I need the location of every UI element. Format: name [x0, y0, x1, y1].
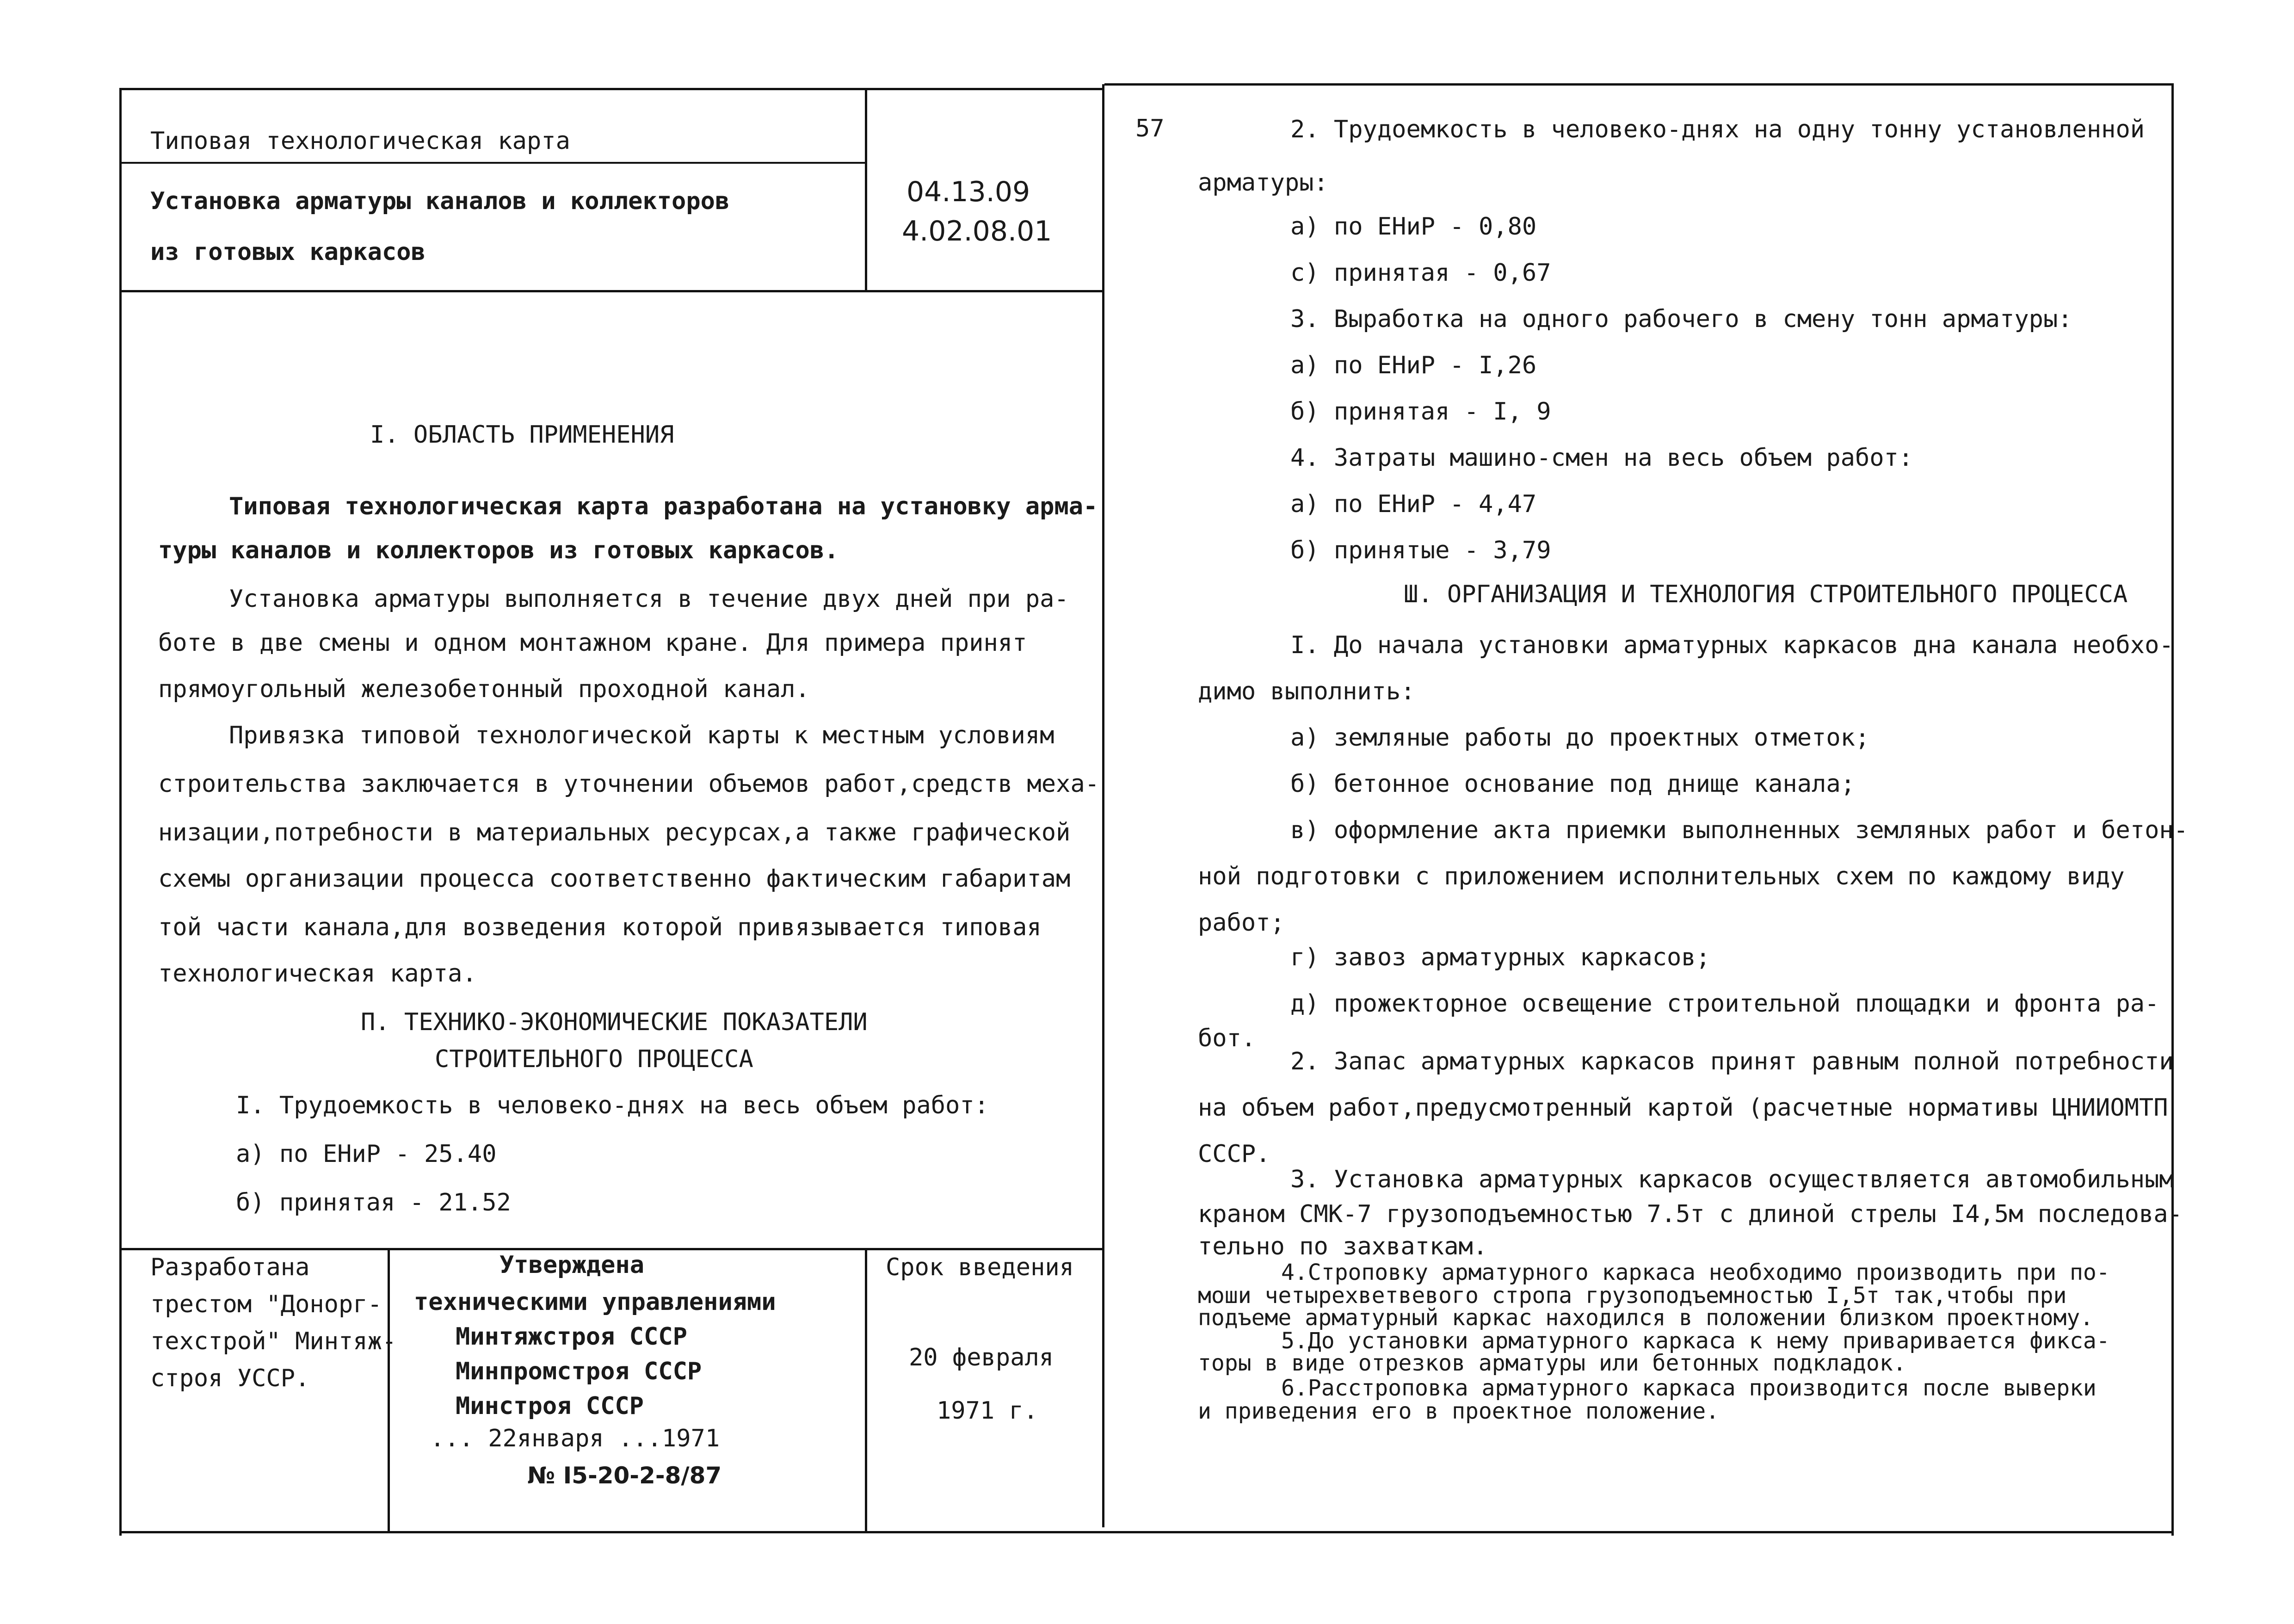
footer-divider-1 — [388, 1248, 390, 1531]
section2-item2-line1: 2. Трудоемкость в человеко-днях на одну тонну установленной — [1290, 116, 2145, 143]
section3-p4-line3: подъеме арматурный каркас находился в положении близком проектному. — [1198, 1305, 2094, 1331]
card-type-title: Типовая технологическая карта — [150, 127, 570, 155]
approved-date: ... 22января ...1971 — [430, 1425, 720, 1452]
section1-p1-line2: туры каналов и коллекторов из готовых каркасов. — [158, 537, 839, 564]
approved-line5: Минстроя СССР — [456, 1392, 644, 1420]
section3-p6-line1: 6.Расстроповка арматурного каркаса производится после выверки — [1281, 1375, 2097, 1401]
header-row-divider — [119, 162, 866, 164]
section3-p6-line2: и приведения его в проектное положение. — [1198, 1398, 1720, 1424]
section3-p1e-line2: бот. — [1198, 1025, 1256, 1052]
approved-line2: техническими управлениями — [414, 1288, 776, 1316]
section3-p1c-line1: в) оформление акта приемки выполненных земляных работ и бетон- — [1290, 816, 2189, 844]
section2-heading-line1: П. ТЕХНИКО-ЭКОНОМИЧЕСКИЕ ПОКАЗАТЕЛИ — [361, 1008, 868, 1036]
term-date: 20 февраля — [909, 1344, 1054, 1371]
frame-right — [2171, 83, 2174, 1536]
section3-p5-line2: торы в виде отрезков арматуры или бетонных подкладок. — [1198, 1350, 1906, 1376]
section3-p1c-line2: ной подготовки с приложением исполнительных схем по каждому виду — [1198, 863, 2125, 890]
card-code-1: 04.13.09 — [906, 176, 1030, 208]
approved-line1: Утверждена — [500, 1251, 645, 1279]
section1-p2-line1: Установка арматуры выполняется в течение двух дней при ра- — [229, 585, 1069, 613]
section3-p2-line1: 2. Запас арматурных каркасов принят равным полной потребности — [1290, 1048, 2174, 1075]
frame-divider-vertical — [1102, 84, 1104, 1527]
section1-p3-line4: схемы организации процесса соответственно фактическим габаритам — [158, 865, 1071, 893]
section2-item4b: б) принятые - 3,79 — [1290, 537, 1551, 564]
section2-item2a: а) по ЕНиР - 0,80 — [1290, 213, 1537, 241]
section3-p1-line2: димо выполнить: — [1198, 678, 1415, 705]
section1-p3-line1: Привязка типовой технологической карты к местным условиям — [229, 722, 1054, 749]
section1-p3-line6: технологическая карта. — [158, 960, 477, 988]
header-code-divider — [865, 88, 867, 291]
footer-top — [119, 1248, 1104, 1250]
section3-p3-line3: тельно по захваткам. — [1198, 1233, 1488, 1260]
section3-p1b: б) бетонное основание под днище канала; — [1290, 770, 1855, 798]
section2-item1a: а) по ЕНиР - 25.40 — [236, 1140, 497, 1168]
section3-p3-line1: 3. Установка арматурных каркасов осуществляется автомобильным — [1290, 1166, 2174, 1193]
section1-p2-line3: прямоугольный железобетонный проходной канал. — [158, 675, 810, 703]
section3-p1-line1: I. До начала установки арматурных каркасов дна канала необхо- — [1290, 631, 2174, 659]
developer-line1: Разработана — [150, 1254, 310, 1281]
page-number: 57 — [1135, 115, 1165, 142]
section1-p3-line5: той части канала,для возведения которой привязывается типовая — [158, 914, 1042, 941]
header-bottom — [119, 290, 1104, 292]
section1-heading: I. ОБЛАСТЬ ПРИМЕНЕНИЯ — [370, 421, 674, 449]
card-code-2: 4.02.08.01 — [902, 215, 1052, 247]
section2-item3a: а) по ЕНиР - I,26 — [1290, 352, 1537, 379]
section3-p1a: а) земляные работы до проектных отметок; — [1290, 724, 1870, 752]
section2-item3: 3. Выработка на одного рабочего в смену тонн арматуры: — [1290, 305, 2072, 333]
section3-p4-line1: 4.Строповку арматурного каркаса необходимо производить при по- — [1281, 1260, 2110, 1285]
card-subject-line2: из готовых каркасов — [150, 238, 426, 266]
section3-p5-line1: 5.До установки арматурного каркаса к нему приваривается фикса- — [1281, 1328, 2110, 1354]
approved-line4: Минпромстроя СССР — [456, 1358, 702, 1385]
frame-left — [119, 88, 122, 1536]
term-label: Срок введения — [886, 1254, 1074, 1281]
frame-top-left — [119, 88, 1104, 90]
card-subject-line1: Установка арматуры каналов и коллекторов — [150, 187, 730, 215]
developer-line2: трестом "Донорг- — [150, 1291, 382, 1318]
section2-item4a: а) по ЕНиР - 4,47 — [1290, 490, 1537, 518]
footer-divider-2 — [865, 1248, 867, 1531]
section1-p3-line2: строительства заключается в уточнении объемов работ,средств меха- — [158, 770, 1099, 798]
section3-p4-line2: моши четырехветвевого стропа грузоподъемностью I,5т так,чтобы при — [1198, 1283, 2067, 1309]
section3-heading: Ш. ОРГАНИЗАЦИЯ И ТЕХНОЛОГИЯ СТРОИТЕЛЬНОГО ПРОЦЕССА — [1404, 580, 2128, 608]
section3-p3-line2: краном СМК-7 грузоподъемностью 7.5т с длиной стрелы I4,5м последова- — [1198, 1200, 2183, 1228]
approved-line3: Минтяжстроя СССР — [456, 1323, 687, 1351]
developer-line3: техстрой" Минтяж- — [150, 1328, 397, 1355]
section1-p2-line2: боте в две смены и одном монтажном кране. Для примера принят — [158, 629, 1027, 657]
section1-p3-line3: низации,потребности в материальных ресурсах,а также графической — [158, 819, 1071, 846]
section3-p2-line3: СССР. — [1198, 1140, 1270, 1168]
section2-item4: 4. Затраты машино-смен на весь объем работ: — [1290, 444, 1913, 472]
section1-p1-line1: Типовая технологическая карта разработана на установку арма- — [229, 493, 1098, 520]
section2-item1b: б) принятая - 21.52 — [236, 1189, 511, 1216]
term-year: 1971 г. — [937, 1397, 1038, 1425]
section2-item2-line2: арматуры: — [1198, 169, 1328, 197]
frame-top-right — [1104, 83, 2174, 86]
approved-number: № I5-20-2-8/87 — [527, 1462, 722, 1489]
section3-p1c-line3: работ; — [1198, 909, 1285, 937]
section3-p1e-line1: д) прожекторное освещение строительной площадки и фронта ра- — [1290, 990, 2159, 1018]
section2-item2b: с) принятая - 0,67 — [1290, 259, 1551, 287]
developer-line4: строя УССР. — [150, 1365, 310, 1392]
section2-item1: I. Трудоемкость в человеко-днях на весь объем работ: — [236, 1092, 989, 1119]
frame-bottom — [119, 1531, 2174, 1533]
section3-p2-line2: на объем работ,предусмотренный картой (расчетные нормативы ЦНИИОМТП — [1198, 1094, 2168, 1122]
section3-p1d: г) завоз арматурных каркасов; — [1290, 944, 1710, 971]
section2-item3b: б) принятая - I, 9 — [1290, 398, 1551, 426]
section2-heading-line2: СТРОИТЕЛЬНОГО ПРОЦЕССА — [435, 1045, 753, 1073]
